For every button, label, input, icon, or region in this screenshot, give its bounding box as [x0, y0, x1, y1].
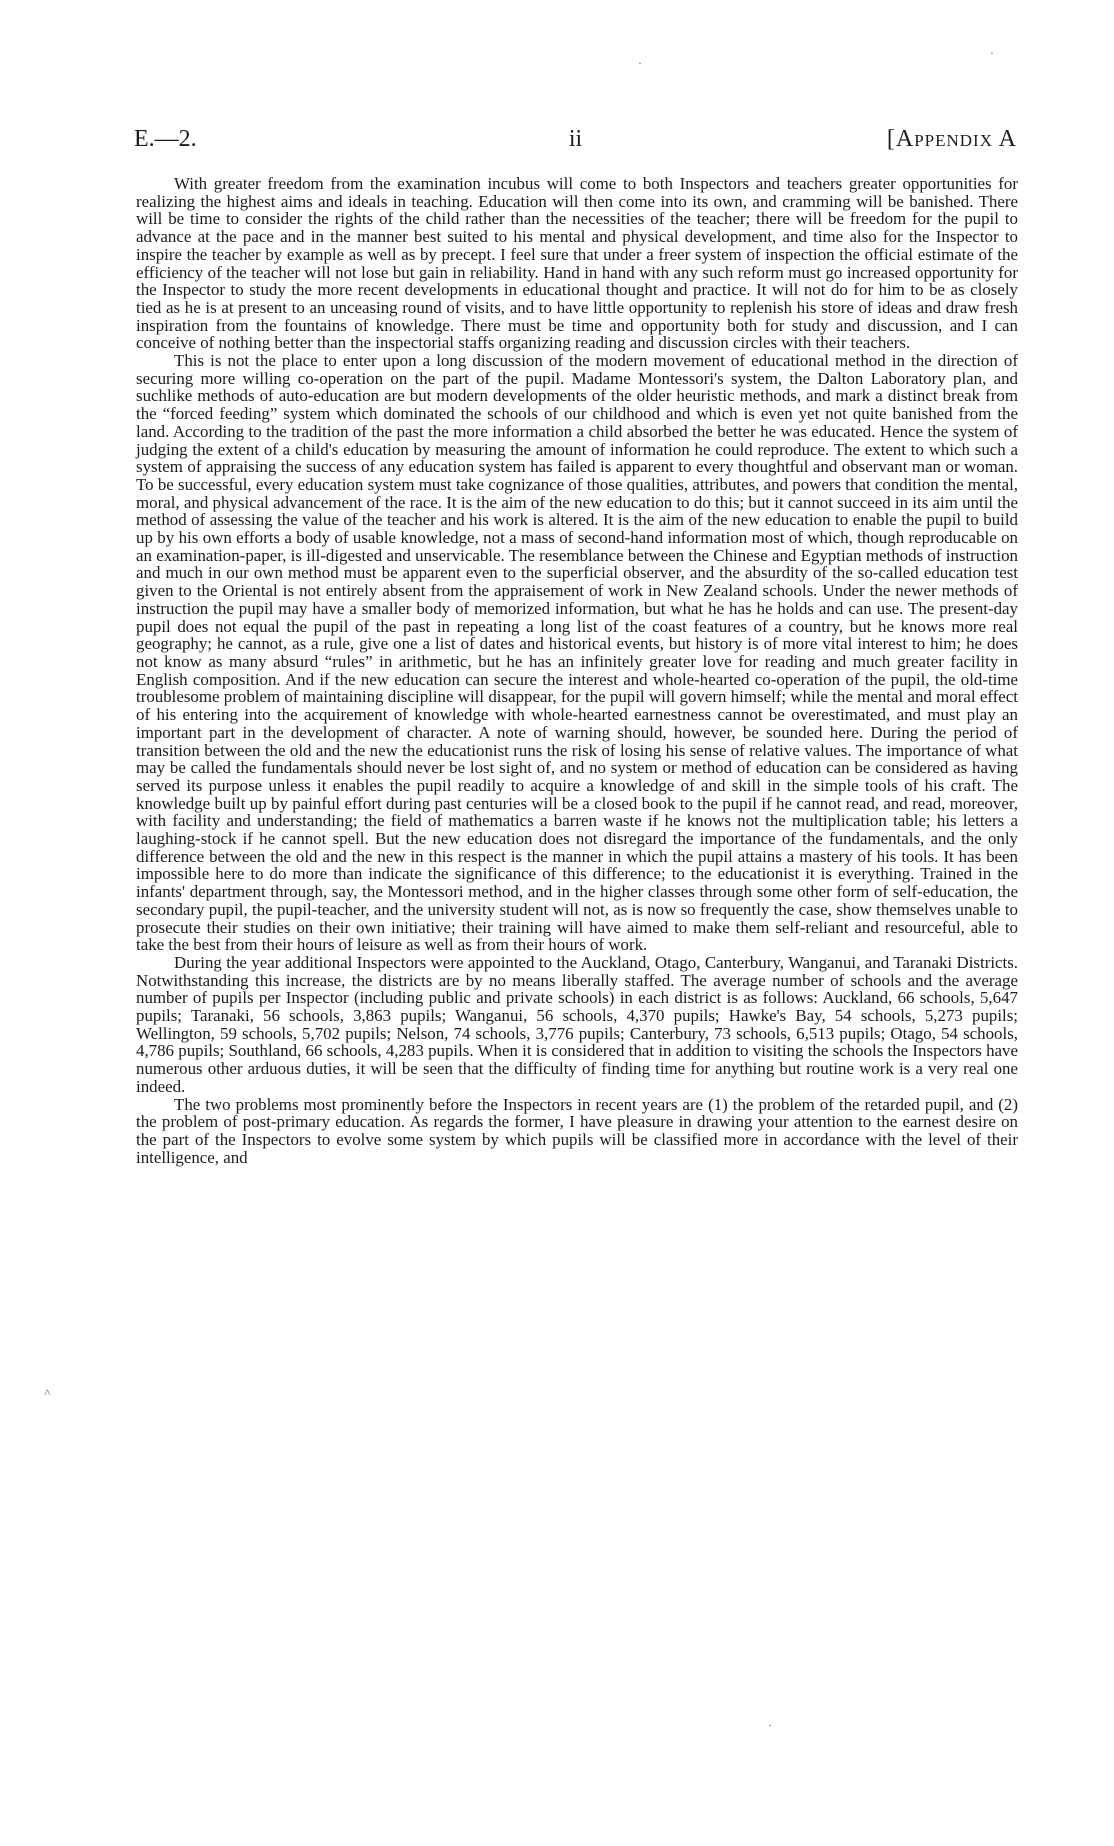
paragraph-educational-method: This is not the place to enter upon a long discussion of the modern movement of educational method in the direction of securing more willing co-operation on the part of the pupil. Madame Montessori's system, the Dalton Laboratory plan, and suchlike methods of auto-education are but modern developments of the older heuristic methods, and mark a distinct break from the “forced feeding” system which dominated the schools of our childhood and which is even yet not quite banished from the land. According to the tradition of the past the more information a child absorbed the better he was educated. Hence the system of judging the extent of a child's education by measuring the amount of information he could reproduce. The extent to which such a system of appraising the success of any education system has failed is apparent to every thoughtful and observant man or woman. To be successful, every education system must take cognizance of those qualities, attributes, and powers that condition the mental, moral, and physical advancement of the race. It is the aim of the new education to do this; but it cannot succeed in its aim until the method of assessing the value of the teacher and his work is altered. It is the aim of the new education to enable the pupil to build up by his own efforts a body of usable knowledge, not a mass of second-hand information most of which, though reproducable on an examination-paper, is ill-digested and unservicable. The resemblance between the Chinese and Egyptian methods of instruction and much in our own method must be apparent even to the superficial observer, and the absurdity of the so-called education test given to the Oriental is not entirely absent from the appraisement of work in New Zealand schools. Under the newer methods of instruction the pupil may have a smaller body of memorized information, but what he has he holds and can use. The present-day pupil does not equal the pupil of the past in repeating a long list of the coast features of a country, but he knows more real geography; he cannot, as a rule, give one a list of dates and historical events, but history is of more vital interest to him; he does not know as many absurd “rules” in arithmetic, but he has an infinitely greater love for reading and much greater facility in English composition. And if the new education can secure the interest and whole-hearted co-operation of the pupil, the old-time troublesome problem of maintaining discipline will disappear, for the pupil will govern himself; while the mental and moral effect of his entering into the acquirement of knowledge with whole-hearted earnestness cannot be overestimated, and must play an important part in the development of character. A note of warning should, however, be sounded here. During the period of transition between the old and the new the educationist runs the risk of losing his sense of relative values. The importance of what may be called the fundamentals should never be lost sight of, and no system or method of education can be considered as having served its purpose unless it enables the pupil readily to acquire a knowledge of and skill in the simple tools of his craft. The knowledge built up by painful effort during past centuries will be a closed book to the pupil if he cannot read, and read, moreover, with facility and understanding; the field of mathematics a barren waste if he knows not the multiplication table; his letters a laughing-stock if he cannot spell. But the new education does not disregard the importance of the fundamentals, and the only difference between the old and the new in this respect is the manner in which the pupil attains a mastery of his tools. It has been impossible here to do more than indicate the significance of this difference; to the educationist it is everything. Trained in the infants' department through, say, the Montessori method, and in the higher classes through some other form of self-education, the secondary pupil, the pupil-teacher, and the university student will not, as is now so frequently the case, show themselves unable to prosecute their studies on their own initiative; their training will have aimed to make them self-reliant and resourceful, able to take the best from their hours of leisure as well as from their hours of work.: [136, 351, 1018, 955]
page-header: [134, 126, 1017, 166]
scan-speck: ·: [638, 56, 642, 70]
paragraph-inspector-staffing: During the year additional Inspectors were appointed to the Auckland, Otago, Canterbury, Wanganui, and Taranaki Districts. Notwithstanding this increase, the districts are by no means liberally staffed. The average number of schools and the average number of pupils per Inspector (including public and private schools) in each district is as follows: Auckland, 66 schools, 5,647 pupils; Taranaki, 56 schools, 3,863 pupils; Wanganui, 56 schools, 4,370 pupils; Hawke's Bay, 54 schools, 5,273 pupils; Wellington, 59 schools, 5,702 pupils; Nelson, 74 schools, 3,776 pupils; Canterbury, 73 schools, 6,513 pupils; Otago, 54 schools, 4,786 pupils; Southland, 66 schools, 4,283 pupils. When it is considered that in addition to visiting the schools the Inspectors have numerous other arduous duties, it will be seen that the difficulty of finding time for anything but routine work is a very real one indeed.: [136, 952, 1018, 1096]
parliamentary-paper-number: E.—2.: [134, 126, 197, 152]
scan-speck: ·: [990, 46, 994, 60]
appendix-label: [Appendix A: [886, 126, 1017, 152]
paragraph-examination-freedom: With greater freedom from the examination incubus will come to both Inspectors and teachers greater opportunities for realizing the highest aims and ideals in teaching. Education will then come into its own, and cramming will be banished. There will be time to consider the rights of the child rather than the necessities of the teacher; there will be freedom for the pupil to advance at the pace and in the manner best suited to his mental and physical development, and time also for the Inspector to inspire the teacher by example as well as by precept. I feel sure that under a freer system of inspection the official estimate of the efficiency of the teacher will not lose but gain in reliability. Hand in hand with any such reform must go increased opportunity for the Inspector to study the more recent developments in educational thought and practice. It will not do for him to be as closely tied as he is at present to an unceasing round of visits, and to have little opportunity to replenish his store of ideas and draw fresh inspiration from the fountains of knowledge. There must be time and opportunity both for study and discussion, and I can conceive of nothing better than the inspectorial staffs organizing reading and discussion circles with their teachers.: [136, 174, 1018, 353]
body-text: [136, 175, 1018, 1166]
scan-speck: ·: [768, 1718, 772, 1732]
scan-speck: ˄: [44, 1385, 51, 1399]
paragraph-two-problems: The two problems most prominently before the Inspectors in recent years are (1) the problem of the retarded pupil, and (2) the problem of post-primary education. As regards the former, I have pleasure in drawing your attention to the earnest desire on the part of the Inspectors to evolve some system by which pupils will be classified more in accordance with the level of their intelligence, and: [136, 1094, 1018, 1167]
page-number: ii: [568, 126, 583, 152]
